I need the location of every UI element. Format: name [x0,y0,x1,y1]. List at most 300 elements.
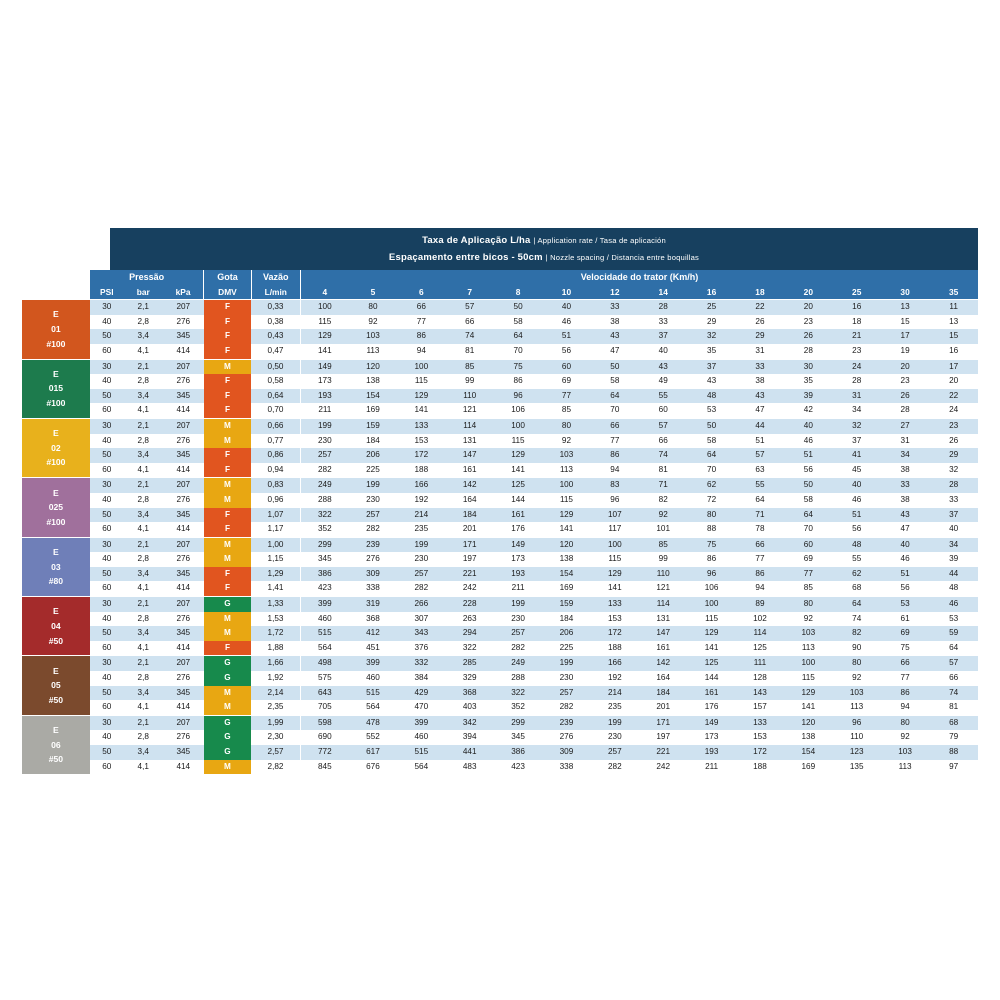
cell-psi: 40 [90,374,124,389]
cell-rate-6kmh: 100 [397,359,445,374]
cell-bar: 2,8 [124,552,163,567]
cell-rate-14kmh: 164 [639,671,687,686]
cell-rate-8kmh: 176 [494,522,542,537]
cell-rate-8kmh: 199 [494,597,542,612]
cell-lmin: 0,77 [251,434,300,449]
table-row [22,418,978,433]
cell-kpa: 276 [163,730,204,745]
cell-lmin: 2,82 [251,760,300,775]
col-header-speed-30: 30 [881,285,929,300]
cell-rate-18kmh: 33 [736,359,784,374]
cell-kpa: 414 [163,403,204,418]
cell-bar: 2,8 [124,374,163,389]
cell-rate-5kmh: 257 [349,508,397,523]
cell-rate-5kmh: 282 [349,522,397,537]
cell-rate-5kmh: 103 [349,329,397,344]
cell-rate-18kmh: 125 [736,641,784,656]
cell-rate-20kmh: 23 [784,315,832,330]
cell-rate-25kmh: 90 [833,641,881,656]
cell-rate-16kmh: 48 [687,389,735,404]
cell-psi: 30 [90,715,124,730]
cell-rate-10kmh: 85 [542,403,590,418]
cell-rate-35kmh: 15 [929,329,978,344]
cell-rate-8kmh: 86 [494,374,542,389]
cell-rate-7kmh: 228 [446,597,494,612]
cell-rate-5kmh: 564 [349,700,397,715]
cell-dmv: F [204,567,251,582]
cell-rate-16kmh: 211 [687,760,735,775]
cell-rate-7kmh: 263 [446,612,494,627]
cell-rate-18kmh: 47 [736,403,784,418]
cell-rate-5kmh: 159 [349,418,397,433]
cell-rate-7kmh: 197 [446,552,494,567]
cell-rate-6kmh: 166 [397,478,445,493]
cell-rate-18kmh: 153 [736,730,784,745]
cell-rate-5kmh: 169 [349,403,397,418]
cell-rate-20kmh: 138 [784,730,832,745]
col-header-speed-7: 7 [446,285,494,300]
cell-rate-8kmh: 386 [494,745,542,760]
cell-rate-8kmh: 58 [494,315,542,330]
table-row [22,448,978,463]
cell-kpa: 207 [163,537,204,552]
cell-rate-18kmh: 57 [736,448,784,463]
cell-rate-7kmh: 99 [446,374,494,389]
cell-rate-25kmh: 16 [833,300,881,315]
cell-bar: 2,8 [124,612,163,627]
cell-kpa: 276 [163,315,204,330]
cell-rate-5kmh: 676 [349,760,397,775]
cell-rate-12kmh: 153 [591,612,639,627]
table-row [22,478,978,493]
cell-dmv: F [204,344,251,359]
col-header-speed-18: 18 [736,285,784,300]
cell-rate-6kmh: 214 [397,508,445,523]
cell-rate-5kmh: 478 [349,715,397,730]
cell-lmin: 1,53 [251,612,300,627]
cell-rate-5kmh: 92 [349,315,397,330]
cell-rate-35kmh: 16 [929,344,978,359]
cell-rate-10kmh: 113 [542,463,590,478]
cell-rate-7kmh: 403 [446,700,494,715]
cell-bar: 2,8 [124,434,163,449]
cell-kpa: 345 [163,329,204,344]
cell-rate-30kmh: 38 [881,493,929,508]
cell-rate-7kmh: 171 [446,537,494,552]
cell-psi: 30 [90,597,124,612]
cell-rate-6kmh: 343 [397,626,445,641]
cell-rate-12kmh: 188 [591,641,639,656]
cell-rate-10kmh: 103 [542,448,590,463]
table-row [22,315,978,330]
cell-rate-5kmh: 239 [349,537,397,552]
cell-rate-12kmh: 70 [591,403,639,418]
cell-rate-7kmh: 322 [446,641,494,656]
cell-rate-8kmh: 50 [494,300,542,315]
cell-rate-35kmh: 44 [929,567,978,582]
cell-kpa: 414 [163,700,204,715]
cell-rate-30kmh: 61 [881,612,929,627]
cell-kpa: 345 [163,508,204,523]
cell-rate-6kmh: 153 [397,434,445,449]
cell-psi: 60 [90,403,124,418]
cell-bar: 4,1 [124,403,163,418]
cell-rate-25kmh: 28 [833,374,881,389]
cell-rate-7kmh: 161 [446,463,494,478]
cell-rate-6kmh: 133 [397,418,445,433]
cell-kpa: 414 [163,760,204,775]
cell-rate-12kmh: 33 [591,300,639,315]
cell-bar: 3,4 [124,329,163,344]
cell-rate-35kmh: 34 [929,537,978,552]
cell-rate-30kmh: 27 [881,418,929,433]
cell-rate-10kmh: 206 [542,626,590,641]
cell-rate-35kmh: 29 [929,448,978,463]
cell-rate-18kmh: 22 [736,300,784,315]
cell-bar: 3,4 [124,389,163,404]
cell-rate-8kmh: 211 [494,581,542,596]
cell-rate-7kmh: 66 [446,315,494,330]
cell-rate-7kmh: 368 [446,686,494,701]
cell-rate-25kmh: 46 [833,493,881,508]
cell-rate-35kmh: 97 [929,760,978,775]
cell-rate-35kmh: 66 [929,671,978,686]
cell-rate-16kmh: 129 [687,626,735,641]
cell-rate-6kmh: 77 [397,315,445,330]
cell-rate-14kmh: 33 [639,315,687,330]
cell-rate-14kmh: 221 [639,745,687,760]
cell-kpa: 345 [163,745,204,760]
cell-rate-7kmh: 201 [446,522,494,537]
cell-dmv: G [204,597,251,612]
cell-rate-18kmh: 102 [736,612,784,627]
cell-rate-18kmh: 43 [736,389,784,404]
cell-rate-30kmh: 66 [881,656,929,671]
col-header-lmin: L/min [251,285,300,300]
cell-rate-20kmh: 64 [784,508,832,523]
table-row [22,508,978,523]
cell-rate-4kmh: 643 [300,686,348,701]
cell-rate-20kmh: 39 [784,389,832,404]
cell-rate-20kmh: 80 [784,597,832,612]
cell-rate-25kmh: 62 [833,567,881,582]
cell-rate-7kmh: 85 [446,359,494,374]
cell-dmv: F [204,403,251,418]
cell-kpa: 345 [163,567,204,582]
cell-rate-5kmh: 225 [349,463,397,478]
cell-rate-30kmh: 13 [881,300,929,315]
cell-dmv: F [204,315,251,330]
title-band [110,228,978,270]
cell-dmv: F [204,641,251,656]
cell-rate-16kmh: 106 [687,581,735,596]
cell-rate-6kmh: 188 [397,463,445,478]
table-column-header-row [22,285,978,300]
cell-rate-8kmh: 299 [494,715,542,730]
cell-rate-25kmh: 34 [833,403,881,418]
cell-psi: 30 [90,656,124,671]
cell-bar: 3,4 [124,686,163,701]
table-row [22,463,978,478]
cell-rate-20kmh: 51 [784,448,832,463]
cell-rate-14kmh: 85 [639,537,687,552]
cell-rate-14kmh: 114 [639,597,687,612]
cell-rate-8kmh: 230 [494,612,542,627]
cell-bar: 3,4 [124,567,163,582]
cell-rate-18kmh: 114 [736,626,784,641]
cell-rate-18kmh: 38 [736,374,784,389]
table-row [22,626,978,641]
cell-rate-14kmh: 71 [639,478,687,493]
table-row [22,537,978,552]
table-row [22,403,978,418]
cell-lmin: 1,33 [251,597,300,612]
cell-rate-10kmh: 199 [542,656,590,671]
cell-psi: 50 [90,508,124,523]
cell-rate-18kmh: 77 [736,552,784,567]
cell-kpa: 276 [163,493,204,508]
cell-rate-14kmh: 74 [639,448,687,463]
cell-rate-14kmh: 28 [639,300,687,315]
cell-rate-35kmh: 26 [929,434,978,449]
cell-rate-10kmh: 138 [542,552,590,567]
cell-psi: 60 [90,700,124,715]
title-pt: Taxa de Aplicação L/ha [422,235,531,246]
col-header-speed-14: 14 [639,285,687,300]
cell-rate-10kmh: 338 [542,760,590,775]
cell-rate-16kmh: 141 [687,641,735,656]
table-row [22,700,978,715]
cell-lmin: 0,43 [251,329,300,344]
cell-rate-30kmh: 26 [881,389,929,404]
cell-rate-4kmh: 515 [300,626,348,641]
cell-rate-12kmh: 107 [591,508,639,523]
cell-dmv: G [204,745,251,760]
cell-rate-6kmh: 257 [397,567,445,582]
cell-rate-5kmh: 460 [349,671,397,686]
cell-rate-18kmh: 31 [736,344,784,359]
cell-rate-35kmh: 23 [929,418,978,433]
table-row [22,344,978,359]
cell-psi: 30 [90,300,124,315]
spacing-sub: | Nozzle spacing / Distancia entre boquillas [545,253,700,262]
table-row [22,581,978,596]
cell-rate-4kmh: 705 [300,700,348,715]
cell-rate-4kmh: 193 [300,389,348,404]
cell-lmin: 0,66 [251,418,300,433]
cell-rate-18kmh: 172 [736,745,784,760]
cell-rate-12kmh: 166 [591,656,639,671]
table-row [22,567,978,582]
cell-dmv: M [204,552,251,567]
cell-rate-35kmh: 74 [929,686,978,701]
table-row [22,730,978,745]
cell-rate-35kmh: 17 [929,359,978,374]
cell-rate-14kmh: 242 [639,760,687,775]
cell-dmv: G [204,656,251,671]
cell-rate-12kmh: 50 [591,359,639,374]
cell-rate-16kmh: 161 [687,686,735,701]
cell-bar: 3,4 [124,508,163,523]
cell-rate-6kmh: 129 [397,389,445,404]
cell-bar: 2,8 [124,671,163,686]
cell-psi: 60 [90,463,124,478]
application-rate-table [22,270,978,774]
cell-rate-35kmh: 20 [929,374,978,389]
cell-rate-5kmh: 199 [349,478,397,493]
cell-psi: 60 [90,760,124,775]
cell-rate-12kmh: 129 [591,567,639,582]
cell-rate-18kmh: 89 [736,597,784,612]
title-line-2 [110,249,978,270]
cell-rate-8kmh: 282 [494,641,542,656]
cell-rate-18kmh: 29 [736,329,784,344]
cell-rate-16kmh: 50 [687,418,735,433]
cell-rate-10kmh: 69 [542,374,590,389]
cell-rate-30kmh: 103 [881,745,929,760]
cell-kpa: 276 [163,612,204,627]
cell-rate-12kmh: 214 [591,686,639,701]
cell-rate-30kmh: 19 [881,344,929,359]
cell-bar: 3,4 [124,745,163,760]
cell-lmin: 0,64 [251,389,300,404]
cell-rate-12kmh: 115 [591,552,639,567]
cell-rate-35kmh: 53 [929,612,978,627]
cell-dmv: F [204,463,251,478]
cell-rate-4kmh: 399 [300,597,348,612]
cell-rate-20kmh: 129 [784,686,832,701]
cell-rate-4kmh: 173 [300,374,348,389]
cell-rate-12kmh: 133 [591,597,639,612]
cell-rate-5kmh: 309 [349,567,397,582]
group-header-gota: Gota [204,270,251,285]
cell-psi: 40 [90,552,124,567]
cell-rate-4kmh: 460 [300,612,348,627]
cell-rate-4kmh: 352 [300,522,348,537]
cell-rate-7kmh: 74 [446,329,494,344]
cell-rate-10kmh: 141 [542,522,590,537]
cell-rate-25kmh: 74 [833,612,881,627]
cell-rate-4kmh: 199 [300,418,348,433]
cell-rate-18kmh: 128 [736,671,784,686]
cell-psi: 40 [90,315,124,330]
group-header-velocidade: Velocidade do trator (Km/h) [300,270,978,285]
cell-rate-25kmh: 123 [833,745,881,760]
cell-rate-4kmh: 149 [300,359,348,374]
cell-rate-7kmh: 81 [446,344,494,359]
table-row [22,389,978,404]
cell-rate-8kmh: 96 [494,389,542,404]
cell-psi: 40 [90,493,124,508]
cell-rate-10kmh: 77 [542,389,590,404]
cell-rate-8kmh: 288 [494,671,542,686]
cell-psi: 50 [90,448,124,463]
cell-rate-30kmh: 51 [881,567,929,582]
cell-rate-12kmh: 141 [591,581,639,596]
title-sub: | Application rate / Tasa de aplicación [533,236,666,245]
cell-rate-20kmh: 113 [784,641,832,656]
cell-rate-20kmh: 92 [784,612,832,627]
cell-rate-25kmh: 55 [833,552,881,567]
cell-rate-25kmh: 31 [833,389,881,404]
cell-rate-20kmh: 30 [784,359,832,374]
chart-wrapper [22,228,978,774]
cell-rate-4kmh: 129 [300,329,348,344]
cell-dmv: M [204,493,251,508]
nozzle-label-cell: E 06 #50 [22,715,90,774]
cell-rate-12kmh: 38 [591,315,639,330]
cell-bar: 4,1 [124,344,163,359]
table-row [22,374,978,389]
cell-rate-25kmh: 41 [833,448,881,463]
cell-psi: 40 [90,434,124,449]
table-row [22,434,978,449]
cell-rate-12kmh: 64 [591,389,639,404]
cell-rate-16kmh: 32 [687,329,735,344]
col-header-speed-4: 4 [300,285,348,300]
cell-rate-35kmh: 79 [929,730,978,745]
cell-rate-7kmh: 131 [446,434,494,449]
cell-rate-8kmh: 75 [494,359,542,374]
cell-rate-5kmh: 617 [349,745,397,760]
cell-rate-14kmh: 110 [639,567,687,582]
cell-rate-6kmh: 460 [397,730,445,745]
cell-bar: 2,8 [124,493,163,508]
cell-rate-14kmh: 131 [639,612,687,627]
cell-kpa: 276 [163,434,204,449]
cell-rate-7kmh: 142 [446,478,494,493]
cell-rate-25kmh: 51 [833,508,881,523]
cell-rate-4kmh: 498 [300,656,348,671]
cell-rate-25kmh: 32 [833,418,881,433]
cell-rate-10kmh: 56 [542,344,590,359]
table-row [22,597,978,612]
cell-rate-30kmh: 80 [881,715,929,730]
cell-rate-10kmh: 230 [542,671,590,686]
cell-rate-16kmh: 70 [687,463,735,478]
table-row [22,300,978,315]
cell-dmv: F [204,522,251,537]
cell-rate-16kmh: 62 [687,478,735,493]
cell-dmv: M [204,686,251,701]
cell-rate-5kmh: 206 [349,448,397,463]
cell-rate-16kmh: 53 [687,403,735,418]
cell-rate-16kmh: 176 [687,700,735,715]
cell-lmin: 2,30 [251,730,300,745]
cell-rate-12kmh: 96 [591,493,639,508]
cell-rate-7kmh: 342 [446,715,494,730]
cell-psi: 50 [90,686,124,701]
cell-rate-8kmh: 64 [494,329,542,344]
cell-rate-16kmh: 80 [687,508,735,523]
cell-rate-30kmh: 28 [881,403,929,418]
cell-rate-20kmh: 120 [784,715,832,730]
cell-bar: 2,1 [124,597,163,612]
cell-psi: 50 [90,389,124,404]
cell-rate-6kmh: 86 [397,329,445,344]
cell-rate-20kmh: 40 [784,418,832,433]
cell-rate-20kmh: 50 [784,478,832,493]
cell-rate-12kmh: 58 [591,374,639,389]
cell-rate-25kmh: 113 [833,700,881,715]
cell-lmin: 0,50 [251,359,300,374]
cell-rate-25kmh: 21 [833,329,881,344]
cell-rate-16kmh: 72 [687,493,735,508]
cell-rate-14kmh: 43 [639,359,687,374]
cell-rate-25kmh: 110 [833,730,881,745]
cell-rate-20kmh: 26 [784,329,832,344]
col-header-speed-5: 5 [349,285,397,300]
